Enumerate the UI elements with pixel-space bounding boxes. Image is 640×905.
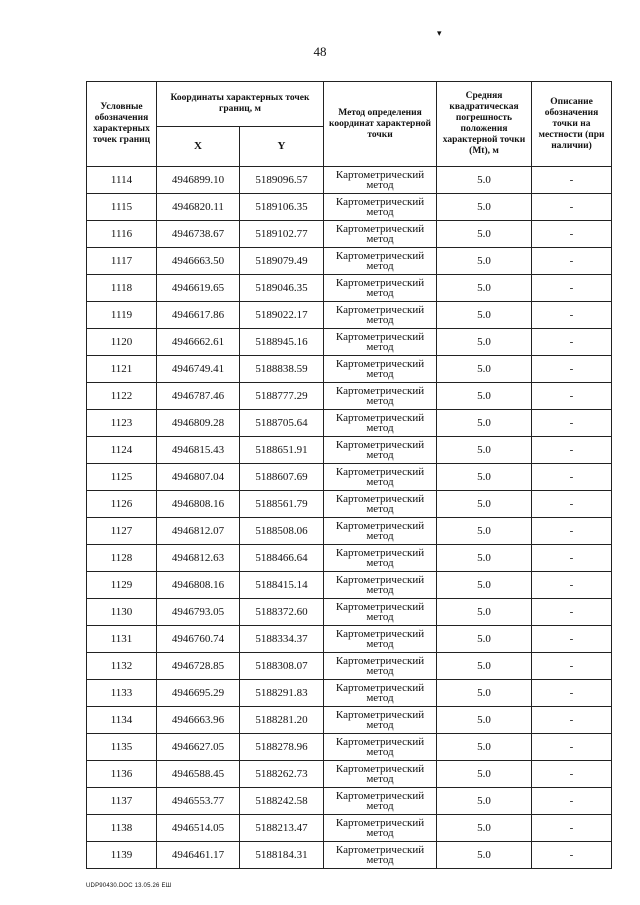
cell-method: Картометрический метод bbox=[324, 734, 437, 761]
cell-point-id: 1123 bbox=[87, 410, 157, 437]
cell-point-id: 1115 bbox=[87, 194, 157, 221]
cell-point-id: 1127 bbox=[87, 518, 157, 545]
cell-description: - bbox=[532, 221, 612, 248]
table-row bbox=[87, 788, 612, 815]
cell-x: 4946809.28 bbox=[157, 410, 240, 437]
cell-point-id: 1132 bbox=[87, 653, 157, 680]
cell-description: - bbox=[532, 842, 612, 869]
cell-description: - bbox=[532, 302, 612, 329]
header-rms-error: Средняя квадратическая погрешность положения характерной точки (Mt), м bbox=[437, 82, 532, 167]
table-row bbox=[87, 356, 612, 383]
cell-method: Картометрический метод bbox=[324, 275, 437, 302]
header-x: X bbox=[157, 127, 240, 167]
cell-x: 4946617.86 bbox=[157, 302, 240, 329]
table-row bbox=[87, 761, 612, 788]
cell-y: 5188184.31 bbox=[240, 842, 324, 869]
cell-method: Картометрический метод bbox=[324, 815, 437, 842]
cell-method: Картометрический метод bbox=[324, 707, 437, 734]
cell-description: - bbox=[532, 356, 612, 383]
cell-method: Картометрический метод bbox=[324, 248, 437, 275]
cell-rms-error: 5.0 bbox=[437, 167, 532, 194]
table-row bbox=[87, 410, 612, 437]
cell-method: Картометрический метод bbox=[324, 545, 437, 572]
cell-description: - bbox=[532, 815, 612, 842]
table-row bbox=[87, 734, 612, 761]
footer-doc-id: UDP90430.DOC 13.05.26 ЕШ bbox=[86, 883, 172, 889]
table-row bbox=[87, 275, 612, 302]
cell-point-id: 1138 bbox=[87, 815, 157, 842]
cell-rms-error: 5.0 bbox=[437, 491, 532, 518]
cell-point-id: 1118 bbox=[87, 275, 157, 302]
cell-method: Картометрический метод bbox=[324, 329, 437, 356]
cell-method: Картометрический метод bbox=[324, 653, 437, 680]
cell-method: Картометрический метод bbox=[324, 788, 437, 815]
table-row bbox=[87, 491, 612, 518]
cell-point-id: 1134 bbox=[87, 707, 157, 734]
cell-rms-error: 5.0 bbox=[437, 437, 532, 464]
cell-method: Картометрический метод bbox=[324, 842, 437, 869]
cell-x: 4946627.05 bbox=[157, 734, 240, 761]
cell-method: Картометрический метод bbox=[324, 302, 437, 329]
cell-x: 4946899.10 bbox=[157, 167, 240, 194]
cell-x: 4946588.45 bbox=[157, 761, 240, 788]
cell-description: - bbox=[532, 518, 612, 545]
cell-y: 5188508.06 bbox=[240, 518, 324, 545]
cell-description: - bbox=[532, 167, 612, 194]
cell-x: 4946663.50 bbox=[157, 248, 240, 275]
table-row bbox=[87, 815, 612, 842]
cell-rms-error: 5.0 bbox=[437, 383, 532, 410]
cell-y: 5188308.07 bbox=[240, 653, 324, 680]
cell-y: 5188705.64 bbox=[240, 410, 324, 437]
cell-x: 4946807.04 bbox=[157, 464, 240, 491]
cell-x: 4946808.16 bbox=[157, 491, 240, 518]
cell-rms-error: 5.0 bbox=[437, 626, 532, 653]
cell-rms-error: 5.0 bbox=[437, 410, 532, 437]
cell-x: 4946808.16 bbox=[157, 572, 240, 599]
table-row bbox=[87, 599, 612, 626]
cell-method: Картометрический метод bbox=[324, 194, 437, 221]
cell-y: 5188334.37 bbox=[240, 626, 324, 653]
cell-description: - bbox=[532, 572, 612, 599]
cell-point-id: 1117 bbox=[87, 248, 157, 275]
cell-method: Картометрический метод bbox=[324, 356, 437, 383]
table-row bbox=[87, 302, 612, 329]
cell-rms-error: 5.0 bbox=[437, 329, 532, 356]
cell-x: 4946662.61 bbox=[157, 329, 240, 356]
stray-mark: ▾ bbox=[437, 28, 442, 38]
cell-y: 5188242.58 bbox=[240, 788, 324, 815]
cell-description: - bbox=[532, 680, 612, 707]
cell-rms-error: 5.0 bbox=[437, 680, 532, 707]
cell-x: 4946820.11 bbox=[157, 194, 240, 221]
cell-y: 5188607.69 bbox=[240, 464, 324, 491]
cell-point-id: 1133 bbox=[87, 680, 157, 707]
table-row bbox=[87, 518, 612, 545]
cell-point-id: 1119 bbox=[87, 302, 157, 329]
cell-x: 4946787.46 bbox=[157, 383, 240, 410]
table-row bbox=[87, 707, 612, 734]
cell-x: 4946514.05 bbox=[157, 815, 240, 842]
cell-point-id: 1124 bbox=[87, 437, 157, 464]
cell-x: 4946553.77 bbox=[157, 788, 240, 815]
cell-y: 5188651.91 bbox=[240, 437, 324, 464]
cell-point-id: 1114 bbox=[87, 167, 157, 194]
cell-point-id: 1121 bbox=[87, 356, 157, 383]
cell-description: - bbox=[532, 437, 612, 464]
table-row bbox=[87, 464, 612, 491]
cell-y: 5189079.49 bbox=[240, 248, 324, 275]
cell-description: - bbox=[532, 491, 612, 518]
table-row bbox=[87, 194, 612, 221]
cell-point-id: 1122 bbox=[87, 383, 157, 410]
cell-description: - bbox=[532, 329, 612, 356]
cell-method: Картометрический метод bbox=[324, 599, 437, 626]
cell-y: 5188262.73 bbox=[240, 761, 324, 788]
cell-method: Картометрический метод bbox=[324, 464, 437, 491]
cell-x: 4946695.29 bbox=[157, 680, 240, 707]
table-row bbox=[87, 437, 612, 464]
cell-description: - bbox=[532, 383, 612, 410]
cell-y: 5188945.16 bbox=[240, 329, 324, 356]
cell-y: 5188777.29 bbox=[240, 383, 324, 410]
cell-y: 5189096.57 bbox=[240, 167, 324, 194]
cell-description: - bbox=[532, 653, 612, 680]
table-row bbox=[87, 572, 612, 599]
table-body bbox=[87, 167, 612, 869]
cell-point-id: 1136 bbox=[87, 761, 157, 788]
cell-x: 4946461.17 bbox=[157, 842, 240, 869]
cell-y: 5189046.35 bbox=[240, 275, 324, 302]
cell-y: 5188466.64 bbox=[240, 545, 324, 572]
cell-y: 5188561.79 bbox=[240, 491, 324, 518]
cell-description: - bbox=[532, 410, 612, 437]
table-row bbox=[87, 545, 612, 572]
cell-y: 5188838.59 bbox=[240, 356, 324, 383]
cell-description: - bbox=[532, 707, 612, 734]
cell-rms-error: 5.0 bbox=[437, 572, 532, 599]
cell-description: - bbox=[532, 248, 612, 275]
cell-rms-error: 5.0 bbox=[437, 734, 532, 761]
cell-description: - bbox=[532, 788, 612, 815]
cell-rms-error: 5.0 bbox=[437, 518, 532, 545]
cell-point-id: 1120 bbox=[87, 329, 157, 356]
cell-method: Картометрический метод bbox=[324, 572, 437, 599]
cell-y: 5188281.20 bbox=[240, 707, 324, 734]
header-method: Метод определения координат характерной точки bbox=[324, 82, 437, 167]
cell-y: 5188278.96 bbox=[240, 734, 324, 761]
table-row bbox=[87, 653, 612, 680]
table-row bbox=[87, 680, 612, 707]
cell-description: - bbox=[532, 626, 612, 653]
cell-rms-error: 5.0 bbox=[437, 815, 532, 842]
cell-rms-error: 5.0 bbox=[437, 653, 532, 680]
cell-point-id: 1135 bbox=[87, 734, 157, 761]
table-row bbox=[87, 626, 612, 653]
cell-rms-error: 5.0 bbox=[437, 302, 532, 329]
cell-rms-error: 5.0 bbox=[437, 545, 532, 572]
cell-rms-error: 5.0 bbox=[437, 248, 532, 275]
cell-x: 4946749.41 bbox=[157, 356, 240, 383]
header-coordinates: Координаты характерных точек границ, м bbox=[157, 82, 324, 127]
cell-y: 5189106.35 bbox=[240, 194, 324, 221]
header-point-symbol: Условные обозначения характерных точек границ bbox=[87, 82, 157, 167]
cell-description: - bbox=[532, 599, 612, 626]
cell-y: 5188415.14 bbox=[240, 572, 324, 599]
cell-point-id: 1129 bbox=[87, 572, 157, 599]
table-row bbox=[87, 383, 612, 410]
cell-x: 4946812.63 bbox=[157, 545, 240, 572]
cell-y: 5189022.17 bbox=[240, 302, 324, 329]
cell-point-id: 1116 bbox=[87, 221, 157, 248]
cell-x: 4946619.65 bbox=[157, 275, 240, 302]
cell-x: 4946728.85 bbox=[157, 653, 240, 680]
cell-method: Картометрический метод bbox=[324, 221, 437, 248]
cell-y: 5188291.83 bbox=[240, 680, 324, 707]
cell-rms-error: 5.0 bbox=[437, 221, 532, 248]
cell-x: 4946793.05 bbox=[157, 599, 240, 626]
coordinates-table bbox=[86, 81, 612, 869]
table-row bbox=[87, 221, 612, 248]
cell-point-id: 1126 bbox=[87, 491, 157, 518]
cell-description: - bbox=[532, 275, 612, 302]
cell-rms-error: 5.0 bbox=[437, 788, 532, 815]
cell-y: 5189102.77 bbox=[240, 221, 324, 248]
cell-y: 5188372.60 bbox=[240, 599, 324, 626]
cell-point-id: 1130 bbox=[87, 599, 157, 626]
cell-method: Картометрический метод bbox=[324, 437, 437, 464]
cell-rms-error: 5.0 bbox=[437, 275, 532, 302]
cell-x: 4946738.67 bbox=[157, 221, 240, 248]
table-row bbox=[87, 248, 612, 275]
cell-rms-error: 5.0 bbox=[437, 707, 532, 734]
cell-description: - bbox=[532, 194, 612, 221]
cell-description: - bbox=[532, 464, 612, 491]
cell-method: Картометрический метод bbox=[324, 383, 437, 410]
cell-point-id: 1128 bbox=[87, 545, 157, 572]
header-y: Y bbox=[240, 127, 324, 167]
page-number: 48 bbox=[313, 44, 327, 59]
cell-point-id: 1137 bbox=[87, 788, 157, 815]
cell-x: 4946760.74 bbox=[157, 626, 240, 653]
header-description: Описание обозначения точки на местности (при наличии) bbox=[532, 82, 612, 167]
cell-rms-error: 5.0 bbox=[437, 194, 532, 221]
cell-method: Картометрический метод bbox=[324, 680, 437, 707]
cell-method: Картометрический метод bbox=[324, 626, 437, 653]
cell-method: Картометрический метод bbox=[324, 518, 437, 545]
cell-x: 4946812.07 bbox=[157, 518, 240, 545]
cell-rms-error: 5.0 bbox=[437, 599, 532, 626]
cell-point-id: 1139 bbox=[87, 842, 157, 869]
cell-description: - bbox=[532, 734, 612, 761]
cell-method: Картометрический метод bbox=[324, 761, 437, 788]
table-row bbox=[87, 167, 612, 194]
cell-method: Картометрический метод bbox=[324, 167, 437, 194]
cell-description: - bbox=[532, 545, 612, 572]
cell-description: - bbox=[532, 761, 612, 788]
cell-x: 4946815.43 bbox=[157, 437, 240, 464]
cell-x: 4946663.96 bbox=[157, 707, 240, 734]
cell-rms-error: 5.0 bbox=[437, 464, 532, 491]
table-row bbox=[87, 329, 612, 356]
cell-point-id: 1131 bbox=[87, 626, 157, 653]
cell-rms-error: 5.0 bbox=[437, 356, 532, 383]
table-row bbox=[87, 842, 612, 869]
cell-method: Картометрический метод bbox=[324, 491, 437, 518]
cell-rms-error: 5.0 bbox=[437, 842, 532, 869]
cell-point-id: 1125 bbox=[87, 464, 157, 491]
cell-y: 5188213.47 bbox=[240, 815, 324, 842]
cell-rms-error: 5.0 bbox=[437, 761, 532, 788]
cell-method: Картометрический метод bbox=[324, 410, 437, 437]
